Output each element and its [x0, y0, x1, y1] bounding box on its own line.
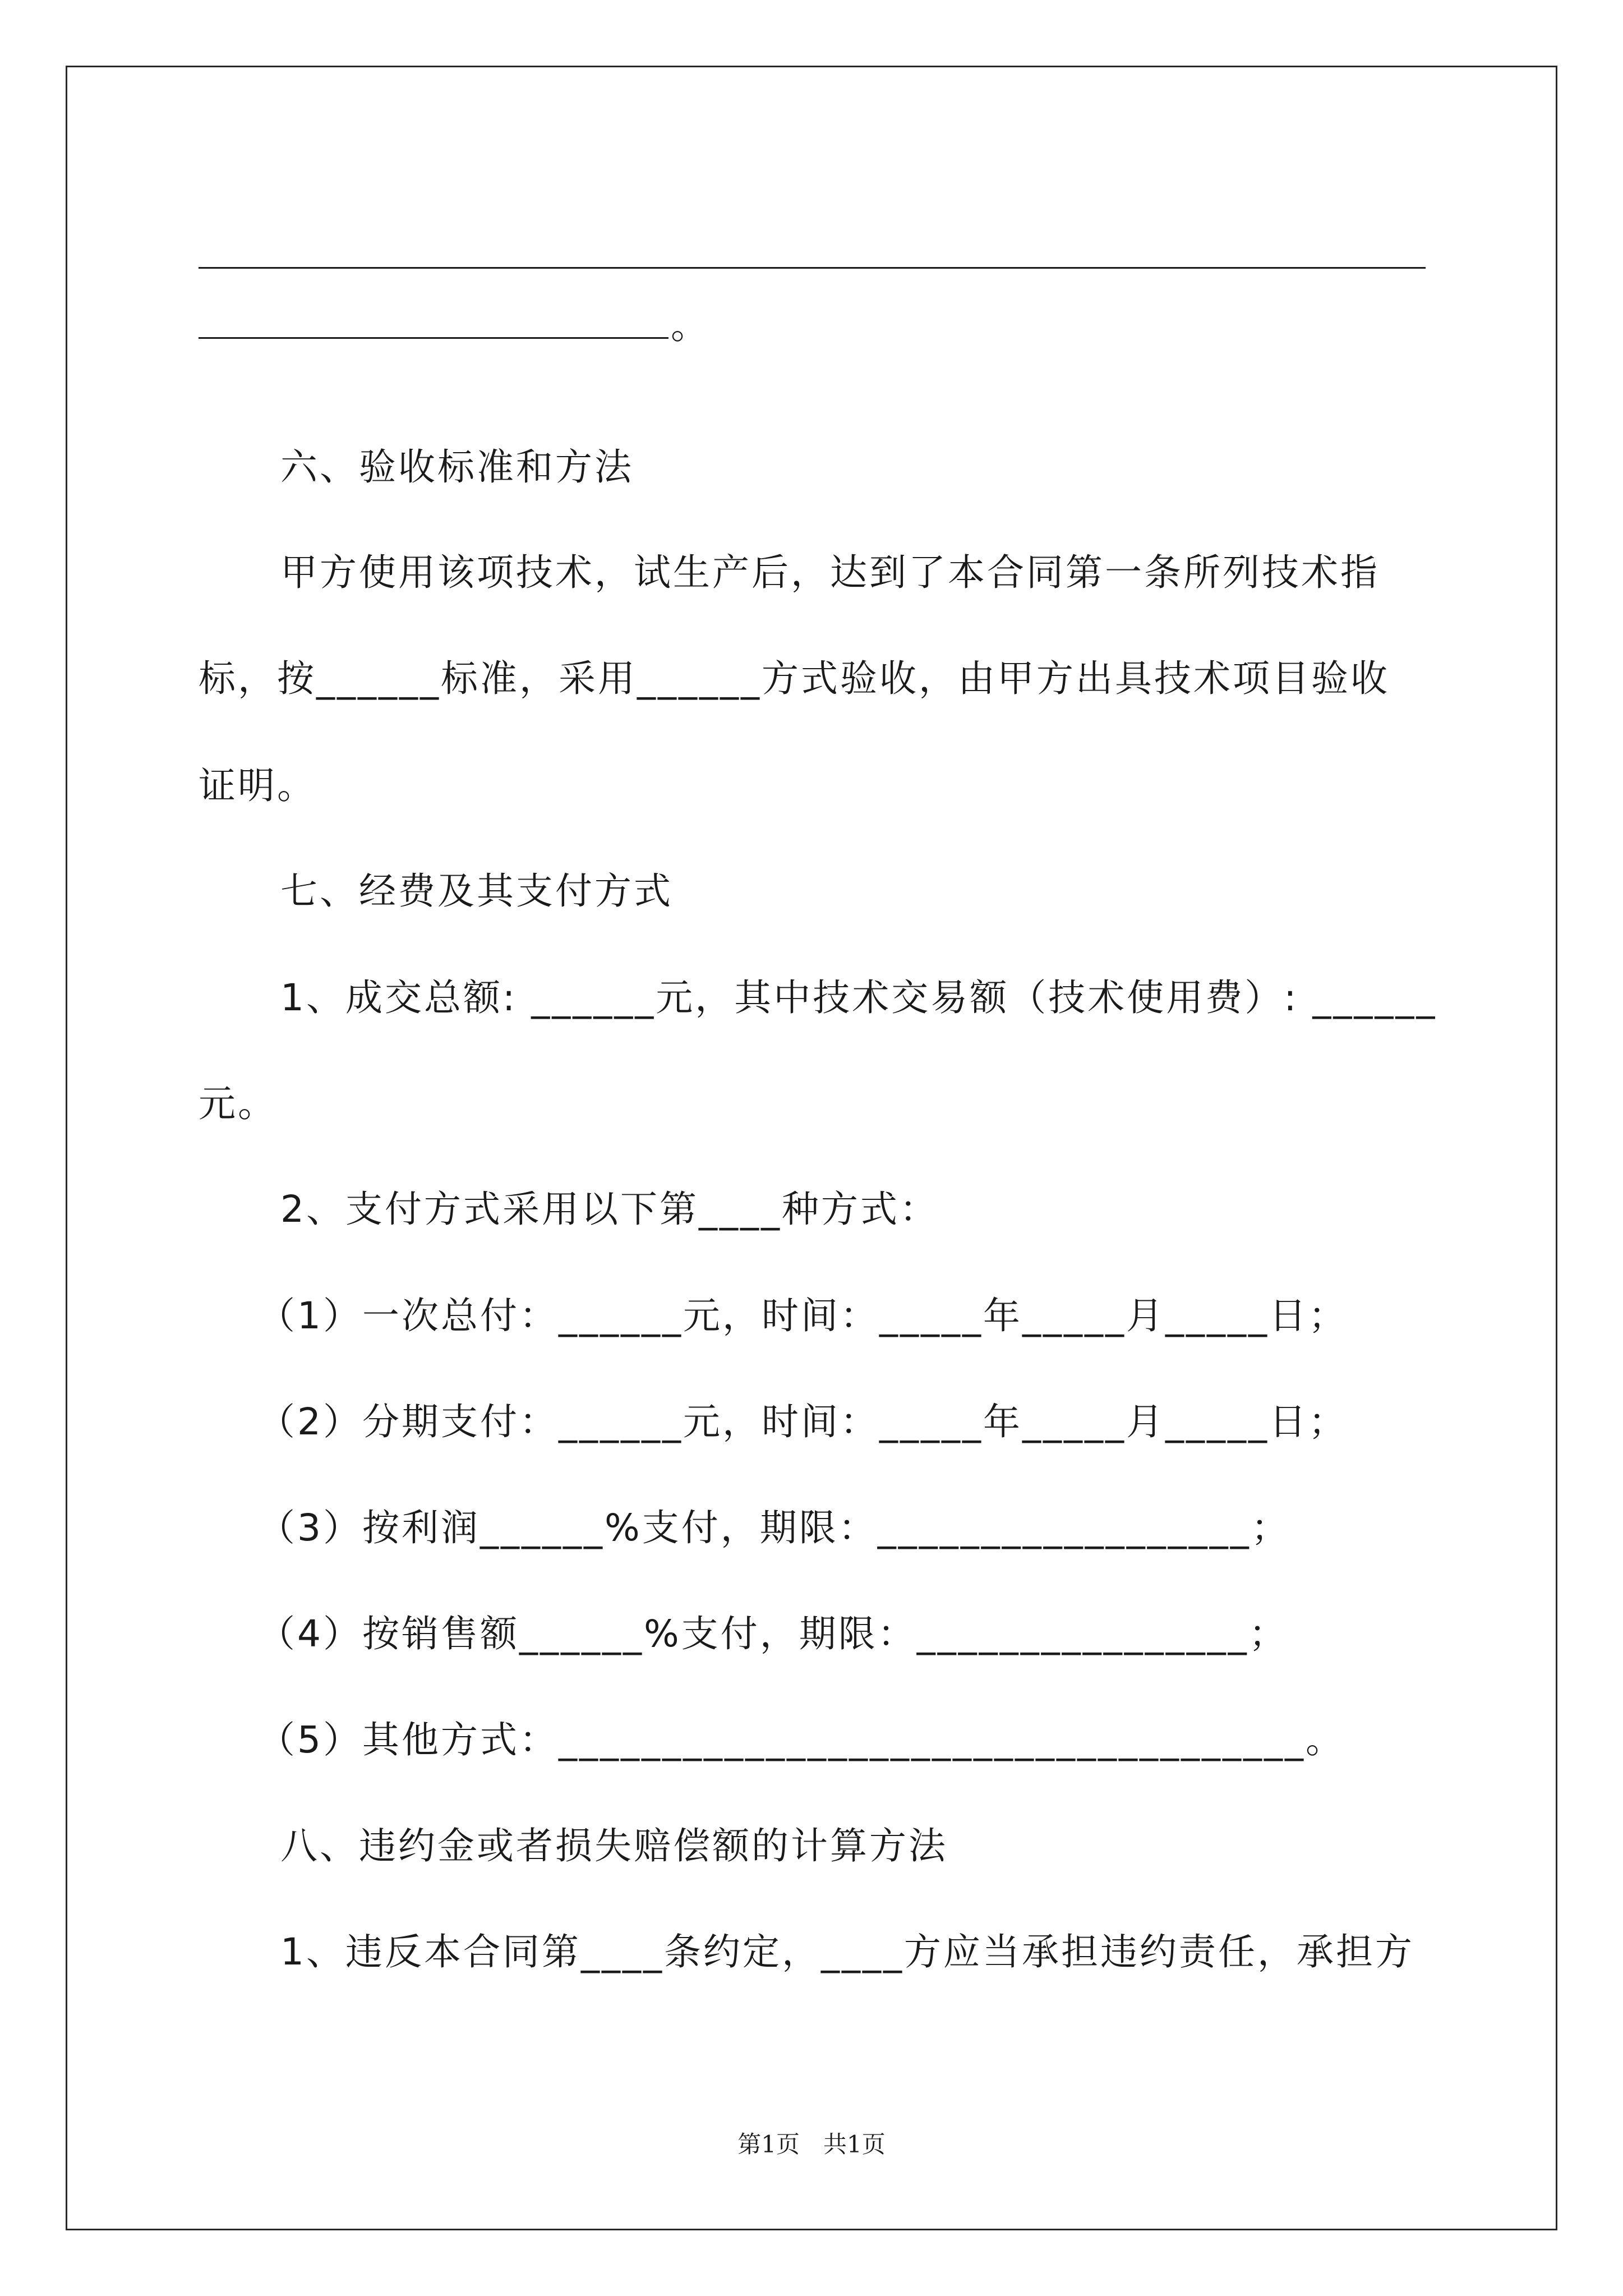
- paragraph-line: 标，按______标准，采用______方式验收，由甲方出具技术项目验收: [199, 657, 1390, 700]
- clause-line: 1、成交总额: ______元，其中技术交易额（技术使用费）: ______: [280, 976, 1437, 1019]
- paragraph-line: 证明。: [199, 764, 316, 807]
- page-border: [66, 66, 1557, 2230]
- clause-line: 2、支付方式采用以下第____种方式：: [280, 1188, 939, 1231]
- payment-option-1: （1）一次总付：______元，时间：_____年_____月_____日；: [258, 1294, 1348, 1337]
- period-mark: 。: [671, 304, 708, 347]
- payment-option-3: （3）按利润______%支付，期限：__________________；: [258, 1506, 1290, 1549]
- blank-fill-line: [199, 267, 1426, 269]
- payment-option-2: （2）分期支付：______元，时间：_____年_____月_____日；: [258, 1400, 1348, 1443]
- clause-line: 1、违反本合同第____条约定，____方应当承担违约责任，承担方: [280, 1930, 1414, 1973]
- section-heading-7: 七、经费及其支付方式: [280, 869, 673, 913]
- paragraph-line: 甲方使用该项技术，试生产后，达到了本合同第一条所列技术指: [280, 551, 1380, 594]
- section-heading-8: 八、违约金或者损失赔偿额的计算方法: [280, 1824, 948, 1867]
- page-number: 第1页 共1页: [737, 2131, 886, 2158]
- section-heading-6: 六、验收标准和方法: [280, 445, 634, 489]
- payment-option-4: （4）按销售额______%支付，期限：________________；: [258, 1612, 1288, 1655]
- blank-fill-line-short: [199, 337, 668, 339]
- clause-line: 元。: [199, 1082, 277, 1125]
- payment-option-5: （5）其他方式：____________________________________。: [258, 1718, 1345, 1761]
